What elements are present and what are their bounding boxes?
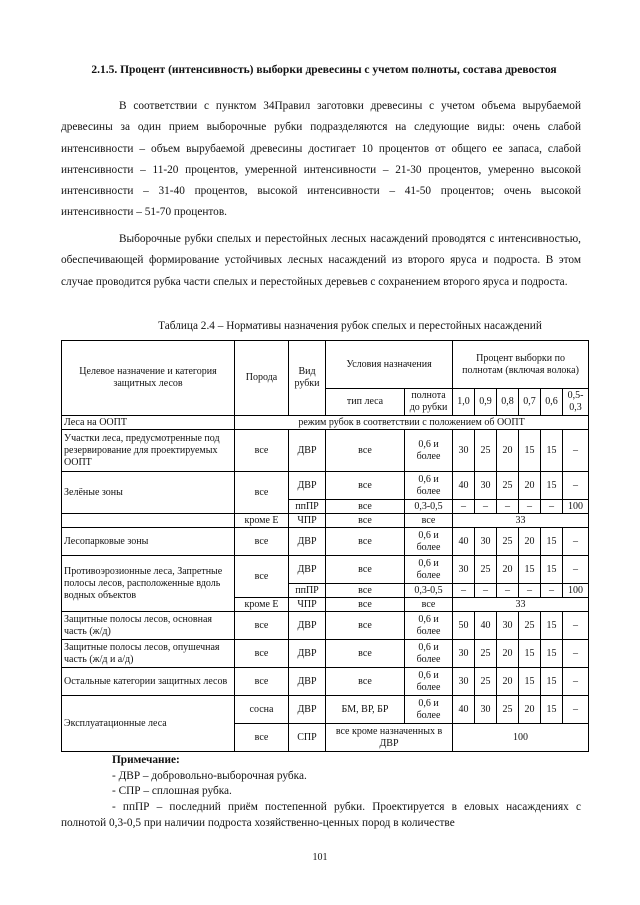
cell-forest: все [326,528,405,556]
table-row [62,612,589,640]
cell-cut: ДВР [289,668,326,696]
cell-value: 40 [453,528,475,556]
header-density-before: полнота до рубки [405,389,453,416]
paragraph-1: В соответствии с пунктом 34Правил заготовки древесины с учетом объема вырубаемой древесины за один прием выборочные рубки подразделяются на следующие виды: очень слабой интенсивности – объем вырубаемой древесины достигает 10 процентов от общего ее запаса, слабой интенсивности – 11-20 процентов, умеренной интенсивности – 21-30 процентов, умеренно высокой интенсивности – 31-40 процентов, высокой интенсивности – 41-50 процентов; очень высокой интенсивности – 51-70 процентов. [61,100,581,219]
cell-density: 0,6 и более [405,430,453,472]
cell-value: 40 [453,696,475,724]
cell-value: 15 [541,696,563,724]
note-item: - ппПР – последний приём постепенной рубки. Проектируется в еловых насаждениях с полнотой 0,3-0,5 при наличии подроста хозяйственно-ценных пород в количестве [61,801,581,829]
cell-value: 30 [475,472,497,500]
cell-cut: ЧПР [289,598,326,612]
norms-table [61,340,589,752]
cell-value: 20 [519,696,541,724]
header-density: 0,6 [541,389,563,416]
cell-forest: все [326,556,405,584]
cell-cut: ппПР [289,500,326,514]
cell-value: 25 [497,696,519,724]
section-heading: 2.1.5. Процент (интенсивность) выборки древесины с учетом полноты, состава древостоя [91,64,557,76]
note-item: - СПР – сплошная рубка. [112,785,232,797]
cell-value: – [563,528,589,556]
cell-value: – [563,612,589,640]
header-species: Порода [235,341,289,416]
cell-species: все [235,472,289,514]
cell-value: 25 [475,640,497,668]
header-density: 0,9 [475,389,497,416]
cell-value: 25 [519,612,541,640]
cell-value: 15 [519,668,541,696]
cell-value: – [497,584,519,598]
note-title: Примечание: [112,754,180,766]
cell-value: 100 [563,584,589,598]
cell-cut: ДВР [289,528,326,556]
cell-forest: все [326,612,405,640]
cell-density: 0,3-0,5 [405,584,453,598]
cell-merged-value: 33 [453,514,589,528]
cell-cut: СПР [289,724,326,752]
cell-value: 30 [475,528,497,556]
cell-value: – [541,584,563,598]
cell-density: 0,6 и более [405,696,453,724]
cell-cut: ДВР [289,612,326,640]
cell-species: кроме Е [235,598,289,612]
cell-value: 15 [541,430,563,472]
header-density: 1,0 [453,389,475,416]
cell-value: 30 [453,556,475,584]
cell-value: 50 [453,612,475,640]
cell-merged-value: 100 [453,724,589,752]
table-row [62,416,589,430]
cell-forest: все [326,640,405,668]
cell-value: 30 [453,640,475,668]
paragraph-2: Выборочные рубки спелых и перестойных лесных насаждений проводятся с интенсивностью, обеспечивающей формирование устойчивых лесных насаждений из второго яруса и подроста. В этом случае проводится рубка части спелых и перестойных деревьев с сохранением второго яруса и подроста. [61,233,581,288]
cell-forest: БМ, ВР, БР [326,696,405,724]
cell-density: все [405,598,453,612]
row-name: Остальные категории защитных лесов [62,668,235,696]
row-name: Лесопарковые зоны [62,528,235,556]
cell-species: все [235,612,289,640]
cell-value: 20 [497,640,519,668]
table-caption: Таблица 2.4 – Нормативы назначения рубок спелых и перестойных насаждений [158,320,542,332]
table-row [62,668,589,696]
cell-value: – [519,500,541,514]
cell-cut: ДВР [289,556,326,584]
cell-value: – [453,584,475,598]
cell-value: – [563,640,589,668]
cell-species: все [235,528,289,556]
cell-value: 20 [497,556,519,584]
cell-species: сосна [235,696,289,724]
cell-value: – [563,556,589,584]
cell-cut: ДВР [289,430,326,472]
cell-species: все [235,668,289,696]
cell-density: 0,6 и более [405,556,453,584]
cell-value: 25 [497,528,519,556]
cell-value: – [563,430,589,472]
cell-value: 20 [519,528,541,556]
cell-merged-value: 33 [453,598,589,612]
cell-density: 0,6 и более [405,612,453,640]
row-name: Участки леса, предусмотренные под резервирование для проектируемых ООПТ [62,430,235,472]
cell-value: – [475,584,497,598]
cell-value: 15 [519,640,541,668]
cell-value: 15 [541,668,563,696]
header-forest-type: тип леса [326,389,405,416]
cell-value: 25 [497,472,519,500]
cell-density: 0,6 и более [405,668,453,696]
cell-cut: ппПР [289,584,326,598]
cell-cut: ДВР [289,696,326,724]
cell-forest-density: все кроме назначенных в ДВР [326,724,453,752]
header-cut-type: Вид рубки [289,341,326,416]
table-row [62,640,589,668]
header-density: 0,7 [519,389,541,416]
cell-density: все [405,514,453,528]
cell-value: 15 [541,528,563,556]
cell-value: – [541,500,563,514]
page-number: 101 [312,852,328,863]
note-block [112,753,584,800]
cell-value: 30 [453,668,475,696]
cell-forest: все [326,514,405,528]
cell-value: 15 [541,612,563,640]
row-name: Эксплуатационные леса [62,696,235,752]
cell-value: – [563,472,589,500]
cell-density: 0,6 и более [405,640,453,668]
cell-forest: все [326,472,405,500]
cell-species: все [235,430,289,472]
header-percent: Процент выборки по полнотам (включая волока) [453,341,589,389]
cell-forest: все [326,584,405,598]
row-name: Леса на ООПТ [62,416,235,430]
cell-value: 20 [519,472,541,500]
header-conditions: Условия назначения [326,341,453,389]
row-name: Зелёные зоны [62,472,235,514]
cell-value: – [563,696,589,724]
cell-density: 0,3-0,5 [405,500,453,514]
header-purpose: Целевое назначение и категория защитных лесов [62,341,235,416]
table-row [62,528,589,556]
cell-value: 40 [453,472,475,500]
cell-value: – [475,500,497,514]
cell-cut: ЧПР [289,514,326,528]
header-density: 0,5-0,3 [563,389,589,416]
cell-value: 15 [541,472,563,500]
cell-species: кроме Е [235,514,289,528]
table-row [62,696,589,724]
cell-value: 30 [475,696,497,724]
cell-value: 25 [475,430,497,472]
cell-density: 0,6 и более [405,528,453,556]
table-row [62,472,589,500]
cell-value: 20 [497,668,519,696]
cell-cut: ДВР [289,472,326,500]
cell-value: 40 [475,612,497,640]
cell-value: 15 [541,640,563,668]
cell-value: 25 [475,556,497,584]
cell-value: 20 [497,430,519,472]
cell-value: 30 [453,430,475,472]
cell-value: – [563,668,589,696]
row-name: Противоэрозионные леса, Запретные полосы лесов, расположенные вдоль водных объектов [62,556,235,612]
note-item: - ДВР – добровольно-выборочная рубка. [112,769,307,782]
row-name-empty [62,514,235,528]
cell-value: – [497,500,519,514]
row-name: Защитные полосы лесов, опушечная часть (ж/д и а/д) [62,640,235,668]
cell-species: все [235,640,289,668]
cell-value: – [519,584,541,598]
cell-species: все [235,724,289,752]
cell-forest: все [326,598,405,612]
table-row [62,430,589,472]
cell-forest: все [326,668,405,696]
cell-value: 30 [497,612,519,640]
cell-value: 15 [519,556,541,584]
row-name: Защитные полосы лесов, основная часть (ж/д) [62,612,235,640]
cell-forest: все [326,500,405,514]
row-note: режим рубок в соответствии с положением об ООПТ [235,416,589,430]
cell-species: все [235,556,289,598]
cell-value: 15 [541,556,563,584]
cell-value: 25 [475,668,497,696]
cell-cut: ДВР [289,640,326,668]
cell-value: 100 [563,500,589,514]
table-row [62,556,589,584]
cell-value: – [453,500,475,514]
cell-density: 0,6 и более [405,472,453,500]
table-row [62,514,589,528]
header-density: 0,8 [497,389,519,416]
table-header-row [62,341,589,389]
cell-forest: все [326,430,405,472]
cell-value: 15 [519,430,541,472]
